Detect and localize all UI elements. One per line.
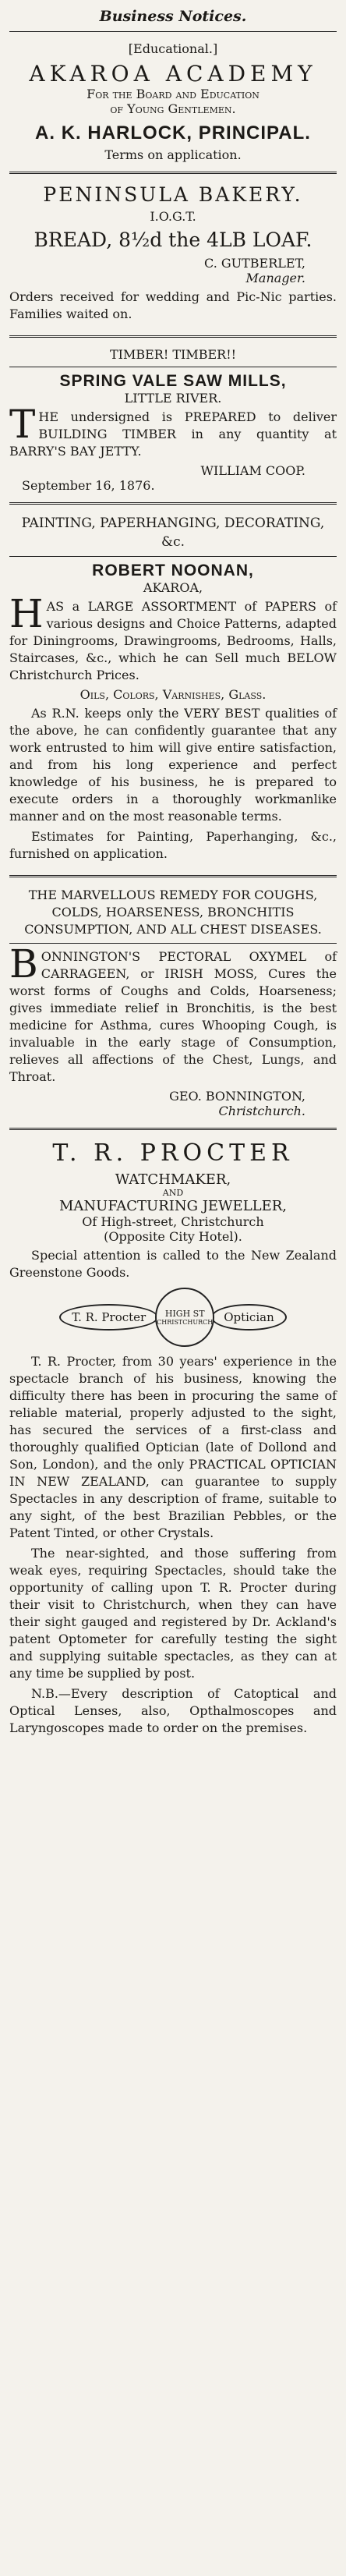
bakery-ad [9, 179, 337, 331]
academy-name: AKAROA ACADEMY [29, 61, 317, 87]
bakery-iogt: I.O.G.T. [150, 209, 196, 224]
academy-terms: Terms on application. [104, 147, 242, 162]
academy-tag: [Educational.] [128, 41, 218, 56]
seal-right-label: Optician [211, 1304, 287, 1331]
bakery-text: Orders received for wedding and Pic-Nic parties. Families waited on. [9, 289, 337, 321]
painting-ad [9, 509, 337, 870]
procter-and: AND [162, 1188, 184, 1198]
timber-sig: WILLIAM COOP. [200, 463, 305, 478]
bakery-owner: C. GUTBERLET, [204, 256, 305, 271]
procter-special: Special attention is called to the New Zealand Greenstone Goods. [9, 1248, 337, 1280]
procter-p2: The near-sighted, and those suffering from weak eyes, requiring Spectacles, should take the opportunity of calling upon T. R. Procter during their visit to Christchurch, when they can have their sight gauged and registered by Dr. Ackland's patent Optometer for carefully testing the sight and supplying suitable spectacles, as they can at any time be supplied by post. [9, 1546, 337, 1681]
painting-p3: Estimates for Painting, Paperhanging, &c., furnished on application. [9, 829, 337, 861]
bakery-name: PENINSULA BAKERY. [43, 183, 303, 206]
divider [9, 172, 337, 174]
divider [9, 556, 337, 557]
painting-goods: Oils, Colors, Varnishes, Glass. [79, 687, 267, 702]
procter-addr2: (Opposite City Hotel). [104, 1229, 242, 1244]
remedy-heading: THE MARVELLOUS REMEDY FOR COUGHS, COLDS, HOARSENESS, BRONCHITIS CONSUMPTION, AND ALL CHEST DISEASES. [24, 888, 322, 937]
divider [9, 502, 337, 505]
procter-name: T. R. PROCTER [52, 1139, 294, 1167]
remedy-ad [9, 882, 337, 1123]
academy-principal: A. K. HARLOCK, PRINCIPAL. [35, 122, 311, 144]
optician-seal [9, 1288, 337, 1347]
timber-heading: TIMBER! TIMBER!! [109, 347, 237, 362]
divider [9, 31, 337, 32]
divider [9, 1128, 337, 1130]
bakery-role: Manager. [245, 271, 305, 285]
bakery-bread: BREAD, 8½d the 4LB LOAF. [34, 229, 312, 251]
procter-p1: T. R. Procter, from 30 years' experience in the spectacle branch of his business, knowing the difficulty there has been in procuring the same of reliable material, properly adjusted to the sight, has secured the services of a first-class and thoroughly qualified Optician (late of Dollond and Son, London), and the only PRACTICAL OPTICIAN IN NEW ZEALAND, can guarantee to supply Spectacles in any description of frame, suitable to any sight, of the best Brazilian Pebbles, or the Patent Tinted, or other Crystals. [9, 1354, 337, 1540]
academy-line1: For the Board and Education [86, 87, 260, 101]
divider [9, 875, 337, 877]
academy-ad [9, 37, 337, 167]
painting-place: AKAROA, [143, 580, 203, 595]
procter-p3: N.B.—Every description of Catoptical and Optical Lenses, also, Opthalmoscopes and Laryngoscopes made to order on the premises. [9, 1686, 337, 1735]
seal-roundel [155, 1288, 214, 1347]
seal-center-line2: CHRISTCHURCH [157, 1319, 214, 1326]
painting-p2: As R.N. keeps only the VERY BEST qualities of the above, he can confidently guarantee that any work entrusted to him will give entire satisfaction, and from his long experience and perfect knowledge of his business, he is prepared to execute orders in a thoroughly workmanlike manner and on the most reasonable terms. [9, 706, 337, 824]
timber-date: September 16, 1876. [22, 478, 155, 493]
remedy-sig: GEO. BONNINGTON, [169, 1089, 305, 1104]
academy-line2: of Young Gentlemen. [110, 101, 236, 116]
column [9, 0, 337, 1745]
remedy-place: Christchurch. [218, 1104, 305, 1118]
procter-ad [9, 1135, 337, 1745]
timber-place: LITTLE RIVER. [124, 391, 222, 406]
timber-mills: SPRING VALE SAW MILLS, [59, 372, 287, 390]
seal-left-label: T. R. Procter [59, 1304, 158, 1331]
seal-center-line1: HIGH ST [164, 1309, 205, 1319]
timber-ad [9, 342, 337, 498]
remedy-text: BONNINGTON'S PECTORAL OXYMEL of CARRAGEEN, or IRISH MOSS, Cures the worst forms of Coughs and Colds, Hoarseness; gives immediate relief in Bronchitis, is the best medicine for Asthma, cures Whooping Cough, is invaluable in the early stage of Consumption, relieves all affections of the Chest, Lungs, and Throat. [9, 941, 337, 1084]
timber-text: THE undersigned is PREPARED to deliver BUILDING TIMBER in any quantity at BARRY'S BAY JETTY. [9, 402, 337, 459]
divider [9, 335, 337, 338]
divider [9, 943, 337, 944]
painting-p1: HAS a LARGE ASSORTMENT of PAPERS of various designs and Choice Patterns, adapted for Diningrooms, Drawingrooms, Bedrooms, Halls, Staircases, &c., which he can Sell much BELOW Christchurch Prices. [9, 591, 337, 682]
procter-addr1: Of High-street, Christchurch [82, 1214, 264, 1229]
painting-heading: PAINTING, PAPERHANGING, DECORATING, &c. [21, 516, 325, 550]
procter-title1: WATCHMAKER, [115, 1171, 231, 1188]
section-title: Business Notices. [99, 8, 247, 25]
painting-name: ROBERT NOONAN, [92, 562, 254, 579]
procter-title2: MANUFACTURING JEWELLER, [58, 1198, 288, 1214]
